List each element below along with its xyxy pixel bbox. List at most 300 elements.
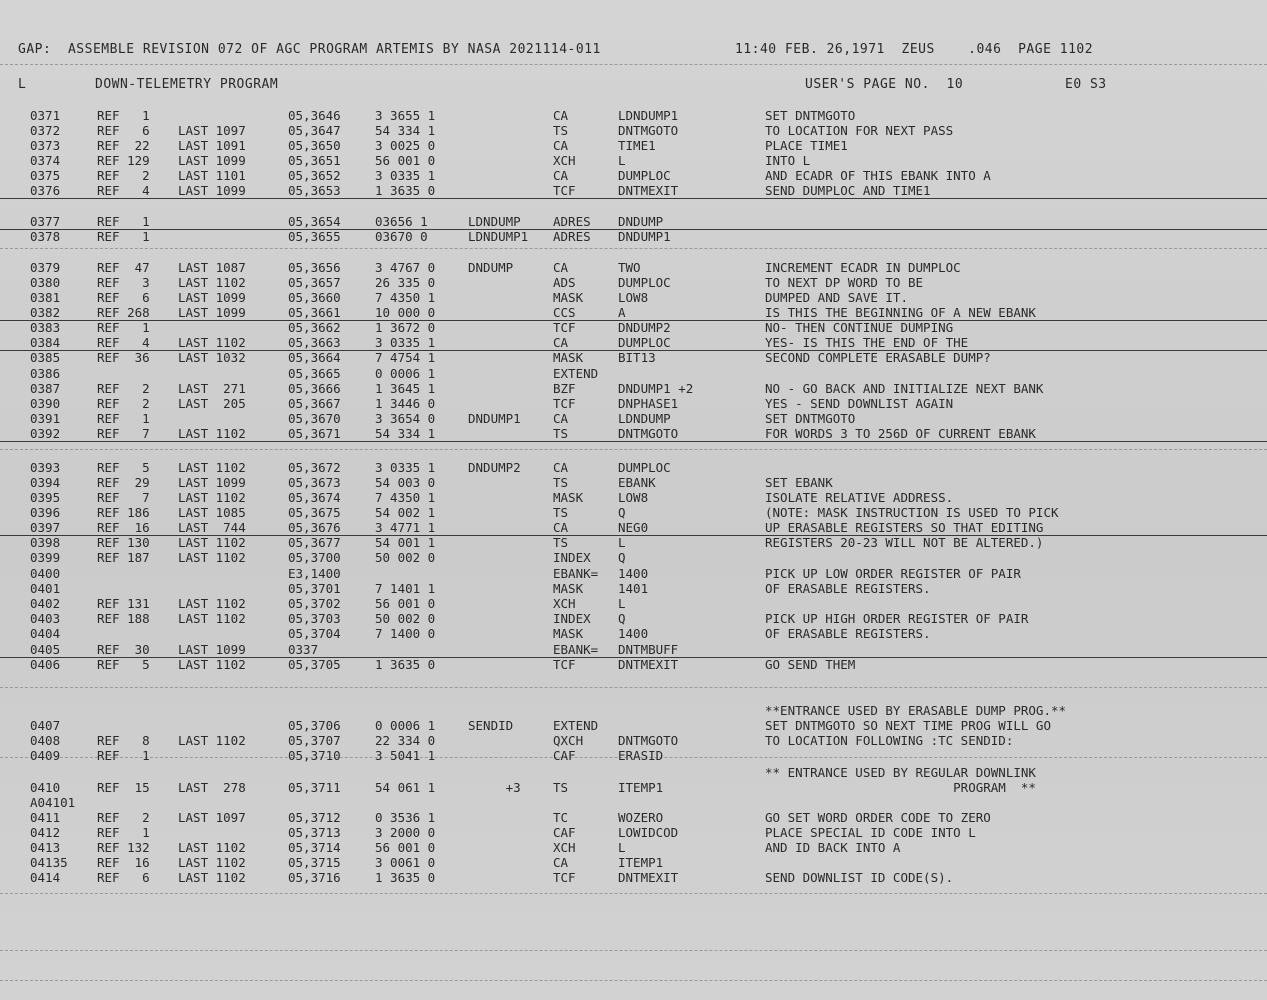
listing-no: 04135	[30, 855, 68, 870]
listing-row	[0, 505, 1267, 520]
listing-code: 7 4350 1	[375, 290, 436, 305]
listing-row	[0, 275, 1267, 290]
listing-row	[0, 490, 1267, 505]
listing-ref: REF 15	[97, 780, 150, 795]
listing-op: INDEX	[553, 611, 591, 626]
listing-last: LAST 1102	[178, 840, 246, 855]
listing-row	[0, 870, 1267, 885]
listing-no: 0393	[30, 460, 61, 475]
listing-code: 3 3654 0	[375, 411, 436, 426]
listing-addr: 05,3646	[288, 108, 341, 123]
listing-comment: INTO L	[765, 153, 811, 168]
listing-comment: INCREMENT ECADR IN DUMPLOC	[765, 260, 961, 275]
listing-op: TCF	[553, 320, 576, 335]
listing-ref: REF 1	[97, 229, 150, 244]
listing-addr: 05,3670	[288, 411, 341, 426]
listing-op: MASK	[553, 581, 584, 596]
listing-no: 0402	[30, 596, 61, 611]
listing-ref: REF 16	[97, 520, 150, 535]
listing-ref: REF 30	[97, 642, 150, 657]
listing-addr: 05,3674	[288, 490, 341, 505]
listing-op: TS	[553, 505, 569, 520]
listing-ref: REF 1	[97, 214, 150, 229]
listing-addr: 05,3714	[288, 840, 341, 855]
listing-op: XCH	[553, 840, 576, 855]
listing-op: MASK	[553, 626, 584, 641]
listing-op: QXCH	[553, 733, 584, 748]
listing-code: 0 3536 1	[375, 810, 436, 825]
listing-addr: 05,3716	[288, 870, 341, 885]
listing-last: LAST 1032	[178, 350, 246, 365]
listing-no: 0374	[30, 153, 61, 168]
listing-arg: Q	[618, 550, 626, 565]
listing-comment: IS THIS THE BEGINNING OF A NEW EBANK	[765, 305, 1036, 320]
listing-comment: FOR WORDS 3 TO 256D OF CURRENT EBANK	[765, 426, 1036, 441]
listing-last: LAST 1102	[178, 855, 246, 870]
listing-row	[0, 168, 1267, 183]
listing-ref: REF 5	[97, 460, 150, 475]
listing-ref: REF 131	[97, 596, 150, 611]
listing-code: 22 334 0	[375, 733, 436, 748]
listing-code: 54 001 1	[375, 535, 436, 550]
listing-arg: DUMPLOC	[618, 335, 671, 350]
program-title: DOWN-TELEMETRY PROGRAM	[95, 77, 279, 92]
fold-line	[0, 449, 1267, 450]
listing-addr: 05,3673	[288, 475, 341, 490]
listing-row	[0, 335, 1267, 351]
listing-row	[0, 780, 1267, 795]
listing-tag: +3	[468, 780, 521, 795]
listing-ref: REF 1	[97, 825, 150, 840]
listing-comment: PICK UP LOW ORDER REGISTER OF PAIR	[765, 566, 1021, 581]
fold-line	[0, 64, 1267, 65]
listing-comment: (NOTE: MASK INSTRUCTION IS USED TO PICK	[765, 505, 1059, 520]
listing-code: 54 334 1	[375, 426, 436, 441]
section-tag: L	[18, 77, 27, 92]
listing-op: TCF	[553, 183, 576, 198]
listing-ref: REF 6	[97, 290, 150, 305]
listing-op: CAF	[553, 825, 576, 840]
listing-row	[0, 581, 1267, 596]
listing-code: 56 001 0	[375, 840, 436, 855]
listing-last: LAST 1099	[178, 290, 246, 305]
listing-arg: L	[618, 535, 626, 550]
listing-comment: YES - SEND DOWNLIST AGAIN	[765, 396, 954, 411]
listing-ref: REF 2	[97, 381, 150, 396]
listing-addr: 05,3663	[288, 335, 341, 350]
listing-arg: LOW8	[618, 490, 649, 505]
listing-addr: 05,3662	[288, 320, 341, 335]
header-left: GAP: ASSEMBLE REVISION 072 OF AGC PROGRAM ARTEMIS BY NASA 2021114-011	[18, 42, 601, 57]
header-line	[0, 42, 1267, 57]
listing-no: 0392	[30, 426, 61, 441]
listing-arg: DNTMGOTO	[618, 733, 679, 748]
listing-row	[0, 381, 1267, 396]
listing-arg: Q	[618, 505, 626, 520]
listing-addr: 05,3704	[288, 626, 341, 641]
listing-row	[0, 550, 1267, 565]
listing-op: TS	[553, 123, 569, 138]
listing-addr: 05,3711	[288, 780, 341, 795]
listing-row	[0, 810, 1267, 825]
listing-comment: AND ECADR OF THIS EBANK INTO A	[765, 168, 991, 183]
listing-addr: 05,3654	[288, 214, 341, 229]
listing-ref: REF 47	[97, 260, 150, 275]
listing-op: EXTEND	[553, 718, 599, 733]
listing-code: 54 002 1	[375, 505, 436, 520]
listing-last: LAST 1102	[178, 426, 246, 441]
listing-op: MASK	[553, 490, 584, 505]
listing-ref: REF 2	[97, 396, 150, 411]
listing-last: LAST 1102	[178, 870, 246, 885]
fold-line	[0, 980, 1267, 981]
listing-op: MASK	[553, 290, 584, 305]
listing-addr: 05,3710	[288, 748, 341, 763]
listing-arg: ITEMP1	[618, 780, 664, 795]
listing-op: EXTEND	[553, 366, 599, 381]
listing-code: 3 5041 1	[375, 748, 436, 763]
listing-comment: SET EBANK	[765, 475, 833, 490]
listing-code: 50 002 0	[375, 550, 436, 565]
listing-comment: NO- THEN CONTINUE DUMPING	[765, 320, 954, 335]
listing-code: 1 3645 1	[375, 381, 436, 396]
listing-comment: PLACE SPECIAL ID CODE INTO L	[765, 825, 976, 840]
listing-addr: 05,3705	[288, 657, 341, 672]
listing-ref: REF 7	[97, 490, 150, 505]
listing-arg: DNDUMP	[618, 214, 664, 229]
listing-op: CA	[553, 138, 569, 153]
listing-ref: REF 1	[97, 411, 150, 426]
listing-no: 0394	[30, 475, 61, 490]
listing-last: LAST 1102	[178, 657, 246, 672]
listing-last: LAST 1102	[178, 535, 246, 550]
listing-op: ADRES	[553, 229, 591, 244]
listing-ref: REF 22	[97, 138, 150, 153]
listing-row	[0, 290, 1267, 305]
listing-ref: REF 2	[97, 168, 150, 183]
listing-addr: 05,3713	[288, 825, 341, 840]
listing-ref: REF 3	[97, 275, 150, 290]
listing-no: 0400	[30, 566, 61, 581]
listing-op: EBANK=	[553, 642, 599, 657]
listing-op: TS	[553, 535, 569, 550]
listing-row	[0, 305, 1267, 321]
listing-arg: WOZERO	[618, 810, 664, 825]
listing-no: 0409	[30, 748, 61, 763]
listing-ref: REF 6	[97, 870, 150, 885]
listing-last: LAST 1101	[178, 168, 246, 183]
listing-last: LAST 1102	[178, 550, 246, 565]
listing-no: 0380	[30, 275, 61, 290]
listing-addr: 05,3651	[288, 153, 341, 168]
listing-ref: REF 1	[97, 320, 150, 335]
listing-code: 3 2000 0	[375, 825, 436, 840]
listing-addr: 05,3652	[288, 168, 341, 183]
listing-op: TC	[553, 810, 569, 825]
listing-row	[0, 765, 1267, 780]
listing-last: LAST 1102	[178, 611, 246, 626]
listing-addr: 0337	[288, 642, 319, 657]
listing-no: A04101	[30, 795, 76, 810]
listing-no: 0391	[30, 411, 61, 426]
listing-code: 3 0335 1	[375, 335, 436, 350]
listing-no: 0408	[30, 733, 61, 748]
listing-op: CA	[553, 260, 569, 275]
listing-ref: REF 129	[97, 153, 150, 168]
fold-line	[0, 950, 1267, 951]
listing-no: 0375	[30, 168, 61, 183]
listing-op: CA	[553, 108, 569, 123]
listing-ref: REF 130	[97, 535, 150, 550]
listing-arg: DUMPLOC	[618, 460, 671, 475]
listing-code: 3 0061 0	[375, 855, 436, 870]
listing-no: 0377	[30, 214, 61, 229]
listing-addr: 05,3703	[288, 611, 341, 626]
listing-row	[0, 475, 1267, 490]
listing-comment: OF ERASABLE REGISTERS.	[765, 581, 931, 596]
listing-addr: 05,3715	[288, 855, 341, 870]
listing-no: 0384	[30, 335, 61, 350]
listing-comment: SET DNTMGOTO SO NEXT TIME PROG WILL GO	[765, 718, 1051, 733]
listing-arg: DNTMEXIT	[618, 657, 679, 672]
listing-arg: BIT13	[618, 350, 656, 365]
listing-last: LAST 278	[178, 780, 246, 795]
listing-comment: UP ERASABLE REGISTERS SO THAT EDITING	[765, 520, 1044, 535]
listing-no: 0387	[30, 381, 61, 396]
fold-line	[0, 248, 1267, 249]
listing-arg: LOWIDCOD	[618, 825, 679, 840]
listing-code: 56 001 0	[375, 153, 436, 168]
listing-addr: 05,3706	[288, 718, 341, 733]
listing-last: LAST 1102	[178, 596, 246, 611]
listing-last: LAST 1099	[178, 305, 246, 320]
listing-addr: 05,3655	[288, 229, 341, 244]
listing-code: 7 1400 0	[375, 626, 436, 641]
listing-code: 10 000 0	[375, 305, 436, 320]
listing-addr: 05,3671	[288, 426, 341, 441]
listing-code: 54 334 1	[375, 123, 436, 138]
listing-ref: REF 8	[97, 733, 150, 748]
listing-arg: LDNDUMP1	[618, 108, 679, 123]
listing-last: LAST 1099	[178, 642, 246, 657]
listing-last: LAST 1102	[178, 490, 246, 505]
listing-no: 0385	[30, 350, 61, 365]
listing-row	[0, 260, 1267, 275]
listing-ref: REF 4	[97, 183, 150, 198]
listing-row	[0, 596, 1267, 611]
listing-code: 3 3655 1	[375, 108, 436, 123]
listing-last: LAST 1087	[178, 260, 246, 275]
listing-code: 3 0025 0	[375, 138, 436, 153]
listing-ref: REF 16	[97, 855, 150, 870]
listing-addr: E3,1400	[288, 566, 341, 581]
listing-last: LAST 1097	[178, 810, 246, 825]
listing-arg: A	[618, 305, 626, 320]
listing-code: 3 4771 1	[375, 520, 436, 535]
listing-row	[0, 535, 1267, 550]
listing-comment: PROGRAM **	[765, 780, 1036, 795]
fold-line	[0, 687, 1267, 688]
listing-no: 0407	[30, 718, 61, 733]
listing-last: LAST 205	[178, 396, 246, 411]
listing-arg: 1401	[618, 581, 649, 596]
listing-row	[0, 642, 1267, 658]
listing-arg: DNPHASE1	[618, 396, 679, 411]
listing-ref: REF 5	[97, 657, 150, 672]
listing-no: 0371	[30, 108, 61, 123]
listing-row	[0, 825, 1267, 840]
listing-no: 0414	[30, 870, 61, 885]
listing-row	[0, 748, 1267, 763]
listing-ref: REF 132	[97, 840, 150, 855]
listing-code: 54 061 1	[375, 780, 436, 795]
listing-op: TS	[553, 780, 569, 795]
listing-addr: 05,3701	[288, 581, 341, 596]
listing-tag: LDNDUMP1	[468, 229, 529, 244]
listing-arg: DNDUMP1	[618, 229, 671, 244]
listing-tag: DNDUMP	[468, 260, 514, 275]
listing-row	[0, 855, 1267, 870]
listing-no: 0404	[30, 626, 61, 641]
listing-row	[0, 426, 1267, 442]
listing-no: 0398	[30, 535, 61, 550]
listing-ref: REF 268	[97, 305, 150, 320]
listing-row	[0, 366, 1267, 381]
listing-code: 54 003 0	[375, 475, 436, 490]
listing-no: 0383	[30, 320, 61, 335]
listing-arg: EBANK	[618, 475, 656, 490]
listing-code: 1 3635 0	[375, 870, 436, 885]
listing-addr: 05,3665	[288, 366, 341, 381]
listing-code: 1 3635 0	[375, 657, 436, 672]
listing-comment: AND ID BACK INTO A	[765, 840, 901, 855]
listing-op: TCF	[553, 396, 576, 411]
listing-comment: TO NEXT DP WORD TO BE	[765, 275, 924, 290]
listing-comment: GO SEND THEM	[765, 657, 856, 672]
listing-no: 0406	[30, 657, 61, 672]
listing-no: 0386	[30, 366, 61, 381]
listing-ref: REF 1	[97, 108, 150, 123]
listing-addr: 05,3657	[288, 275, 341, 290]
listing-row	[0, 350, 1267, 365]
listing-row	[0, 396, 1267, 411]
listing-code: 03656 1	[375, 214, 428, 229]
listing-op: CA	[553, 460, 569, 475]
listing-arg: DUMPLOC	[618, 168, 671, 183]
listing-addr: 05,3677	[288, 535, 341, 550]
listing-comment: ISOLATE RELATIVE ADDRESS.	[765, 490, 954, 505]
listing-no: 0379	[30, 260, 61, 275]
listing-addr: 05,3660	[288, 290, 341, 305]
listing-comment: TO LOCATION FOR NEXT PASS	[765, 123, 954, 138]
listing-op: TS	[553, 475, 569, 490]
listing-no: 0395	[30, 490, 61, 505]
listing-last: LAST 271	[178, 381, 246, 396]
listing-arg: ERASID	[618, 748, 664, 763]
listing-no: 0401	[30, 581, 61, 596]
user-page-label: USER'S PAGE NO. 10	[805, 77, 964, 92]
listing-addr: 05,3647	[288, 123, 341, 138]
fold-line	[0, 893, 1267, 894]
listing-no: 0382	[30, 305, 61, 320]
listing-op: CAF	[553, 748, 576, 763]
listing-comment: NO - GO BACK AND INITIALIZE NEXT BANK	[765, 381, 1044, 396]
listing-addr: 05,3650	[288, 138, 341, 153]
listing-no: 0390	[30, 396, 61, 411]
listing-comment: SEND DUMPLOC AND TIME1	[765, 183, 931, 198]
listing-ref: REF 7	[97, 426, 150, 441]
listing-comment: SEND DOWNLIST ID CODE(S).	[765, 870, 954, 885]
listing-comment: SET DNTMGOTO	[765, 411, 856, 426]
listing-last: LAST 1102	[178, 733, 246, 748]
listing-arg: DNTMGOTO	[618, 426, 679, 441]
listing-arg: 1400	[618, 626, 649, 641]
listing-code: 7 1401 1	[375, 581, 436, 596]
listing-addr: 05,3656	[288, 260, 341, 275]
listing-row	[0, 108, 1267, 123]
listing-no: 0372	[30, 123, 61, 138]
listing-last: LAST 744	[178, 520, 246, 535]
listing-code: 0 0006 1	[375, 366, 436, 381]
listing-op: EBANK=	[553, 566, 599, 581]
listing-row	[0, 229, 1267, 244]
listing-arg: TIME1	[618, 138, 656, 153]
listing-addr: 05,3672	[288, 460, 341, 475]
listing-last: LAST 1099	[178, 475, 246, 490]
listing-ref: REF 36	[97, 350, 150, 365]
listing-arg: DUMPLOC	[618, 275, 671, 290]
listing-tag: DNDUMP1	[468, 411, 521, 426]
listing-code: 56 001 0	[375, 596, 436, 611]
listing-addr: 05,3712	[288, 810, 341, 825]
listing-addr: 05,3702	[288, 596, 341, 611]
listing-last: LAST 1091	[178, 138, 246, 153]
listing-op: CA	[553, 520, 569, 535]
listing-code: 26 335 0	[375, 275, 436, 290]
listing-tag: LDNDUMP	[468, 214, 521, 229]
listing-row	[0, 320, 1267, 335]
listing-code: 0 0006 1	[375, 718, 436, 733]
listing-ref: REF 29	[97, 475, 150, 490]
listing-arg: ITEMP1	[618, 855, 664, 870]
listing-ref: REF 1	[97, 748, 150, 763]
listing-comment: TO LOCATION FOLLOWING :TC SENDID:	[765, 733, 1014, 748]
listing-row	[0, 795, 1267, 810]
listing-ref: REF 6	[97, 123, 150, 138]
listing-comment: DUMPED AND SAVE IT.	[765, 290, 908, 305]
listing-op: ADRES	[553, 214, 591, 229]
listing-op: INDEX	[553, 550, 591, 565]
listing-row	[0, 718, 1267, 733]
listing-no: 0378	[30, 229, 61, 244]
listing-code: 1 3635 0	[375, 183, 436, 198]
listing-arg: 1400	[618, 566, 649, 581]
listing-code: 50 002 0	[375, 611, 436, 626]
listing-ref: REF 2	[97, 810, 150, 825]
listing-arg: DNTMEXIT	[618, 183, 679, 198]
listing-row	[0, 138, 1267, 153]
listing-row	[0, 657, 1267, 672]
listing-comment: GO SET WORD ORDER CODE TO ZERO	[765, 810, 991, 825]
listing-op: MASK	[553, 350, 584, 365]
listing-addr: 05,3675	[288, 505, 341, 520]
listing-comment: PICK UP HIGH ORDER REGISTER OF PAIR	[765, 611, 1029, 626]
listing-last: LAST 1102	[178, 460, 246, 475]
listing-no: 0405	[30, 642, 61, 657]
listing-comment: YES- IS THIS THE END OF THE	[765, 335, 969, 350]
listing-arg: DNDUMP2	[618, 320, 671, 335]
listing-row	[0, 183, 1267, 199]
